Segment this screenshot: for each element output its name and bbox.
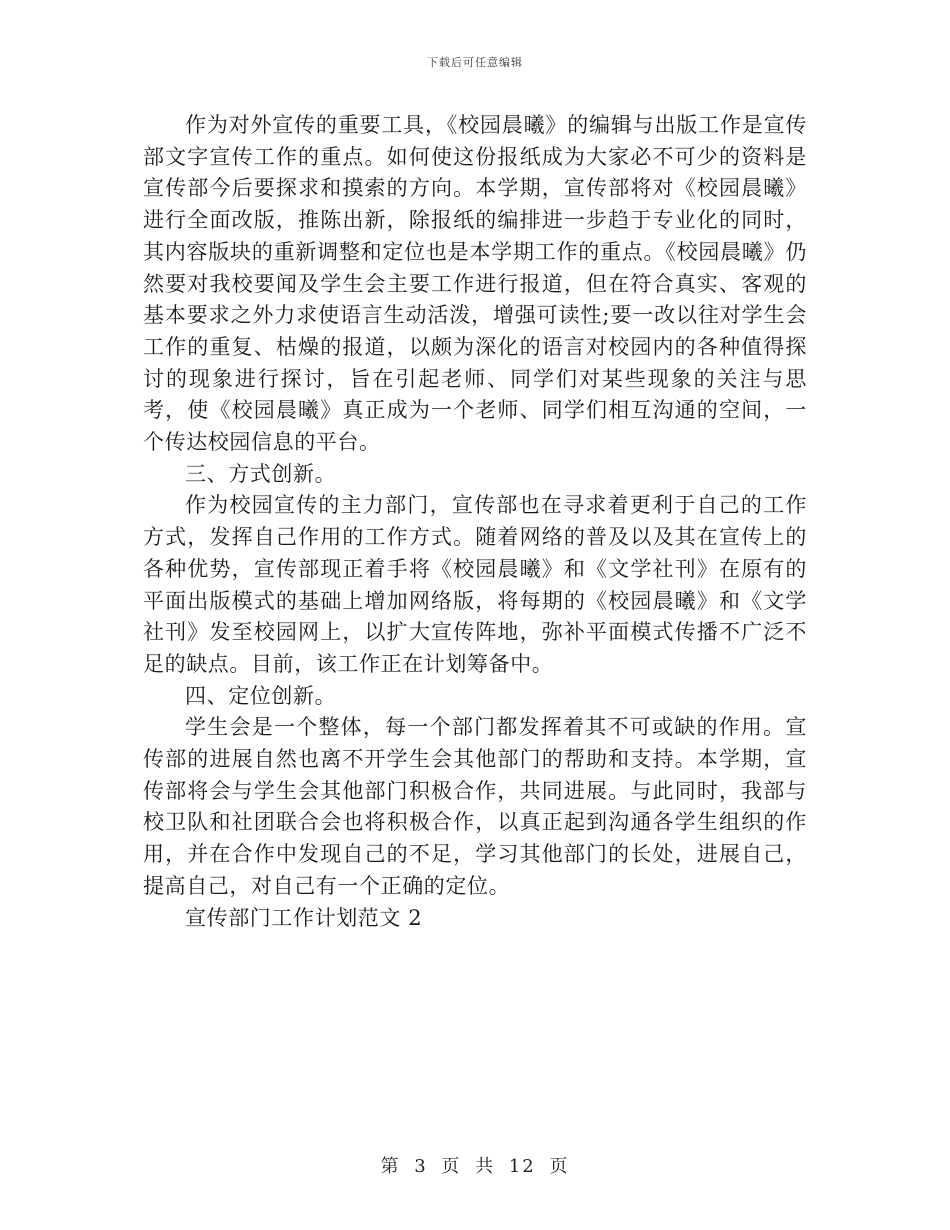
page-header: 下载后可任意编辑	[427, 56, 523, 69]
page-number-footer: 第 3 页 共 12 页	[380, 1156, 570, 1177]
next-document-title: 宣传部门工作计划范文 2	[185, 905, 423, 930]
document-body	[143, 110, 807, 934]
section-heading-positioning-innovation: 四、定位创新。	[185, 683, 337, 708]
paragraph-method-innovation: 作为校园宣传的主力部门，宣传部也在寻求着更利于自己的工作方式，发挥自己作用的工作方式。随着网络的普及以及其在宣传上的各种优势，宣传部现正着手将《校园晨曦》和《文学社刊》在原有的平面出版模式的基础上增加网络版，将每期的《校园晨曦》和《文学社刊》发至校园网上，以扩大宣传阵地，弥补平面模式传播不广泛不足的缺点。目前，该工作正在计划筹备中。	[143, 493, 807, 676]
paragraph-positioning-innovation: 学生会是一个整体，每一个部门都发挥着其不可或缺的作用。宣传部的进展自然也离不开学生会其他部门的帮助和支持。本学期，宣传部将会与学生会其他部门积极合作，共同进展。与此同时，我部与校卫队和社团联合会也将积极合作，以真正起到沟通各学生组织的作用，并在合作中发现自己的不足，学习其他部门的长处，进展自己，提高自己，对自己有一个正确的定位。	[143, 715, 807, 898]
section-heading-method-innovation: 三、方式创新。	[185, 461, 337, 486]
paragraph-campus-newspaper: 作为对外宣传的重要工具，《校园晨曦》的编辑与出版工作是宣传部文字宣传工作的重点。如何使这份报纸成为大家必不可少的资料是宣传部今后要探求和摸索的方向。本学期，宣传部将对《校园晨曦》进行全面改版，推陈出新，除报纸的编排进一步趋于专业化的同时，其内容版块的重新调整和定位也是本学期工作的重点。《校园晨曦》仍然要对我校要闻及学生会主要工作进行报道，但在符合真实、客观的基本要求之外力求使语言生动活泼，增强可读性;要一改以往对学生会工作的重复、枯燥的报道，以颇为深化的语言对校园内的各种值得探讨的现象进行探讨，旨在引起老师、同学们对某些现象的关注与思考，使《校园晨曦》真正成为一个老师、同学们相互沟通的空间，一个传达校园信息的平台。	[143, 113, 807, 455]
